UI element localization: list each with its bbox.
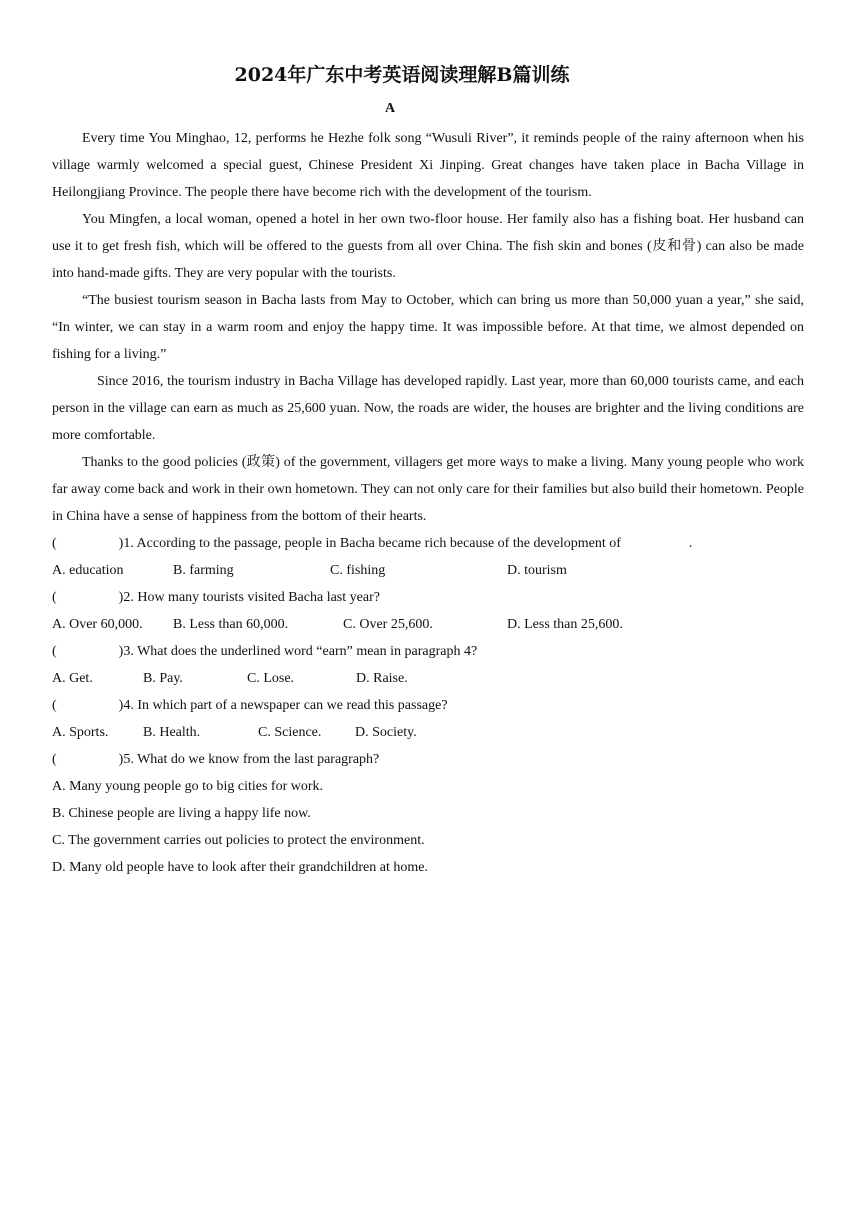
option[interactable]: B. Pay. xyxy=(143,671,183,686)
question-text: )2. How many tourists visited Bacha last year? xyxy=(118,590,380,605)
option[interactable]: A. Over 60,000. xyxy=(52,617,143,632)
option[interactable]: B. Less than 60,000. xyxy=(173,617,289,632)
option[interactable]: B. Health. xyxy=(143,725,201,740)
question: ( )2. How many tourists visited Bacha last year? xyxy=(52,590,380,605)
option[interactable]: B. farming xyxy=(173,563,234,578)
question-text: )4. In which part of a newspaper can we read this passage? xyxy=(118,698,448,713)
option[interactable]: D. Society. xyxy=(355,725,417,740)
option[interactable]: A. Get. xyxy=(52,671,93,686)
option[interactable]: D. tourism xyxy=(507,563,567,578)
option[interactable]: D. Many old people have to look after their grandchildren at home. xyxy=(52,860,428,875)
question-text: )1. According to the passage, people in Bacha became rich because of the development of xyxy=(118,536,621,551)
option[interactable]: C. Lose. xyxy=(247,671,295,686)
question: ( )5. What do we know from the last paragraph? xyxy=(52,752,380,767)
question: ( )1. According to the passage, people in Bacha became rich because of the development of . xyxy=(52,536,693,551)
question-text: )3. What does the underlined word “earn” mean in paragraph 4? xyxy=(118,644,478,659)
question-text: )5. What do we know from the last paragraph? xyxy=(118,752,380,767)
reading-passage xyxy=(52,125,804,530)
option[interactable]: A. Many young people go to big cities for work. xyxy=(52,779,324,794)
paragraph: Every time You Minghao, 12, performs he Hezhe folk song “Wusuli River”, it reminds people of the rainy afternoon when his village warmly welcomed a special guest, Chinese President Xi Jinping. Great changes have taken place in Bacha Village in Heilongjiang Province. The people there have become rich with the development of the tourism. xyxy=(52,131,804,200)
options-row xyxy=(52,665,804,692)
option[interactable]: A. education xyxy=(52,563,124,578)
paragraph: “The busiest tourism season in Bacha lasts from May to October, which can bring us more than 50,000 yuan a year,” she said, “In winter, we can stay in a warm room and enjoy the happy time. It was impossible before. At that time, we almost depended on fishing for a living.” xyxy=(52,293,804,362)
question-list xyxy=(52,530,804,881)
question: ( )4. In which part of a newspaper can we read this passage? xyxy=(52,698,448,713)
paragraph: You Mingfen, a local woman, opened a hotel in her own two-floor house. Her family also has a fishing boat. Her husband can use it to get fresh fish, which will be offered to the guests from all over China. The fish skin and bones (皮和骨) can also be made into hand-made gifts. They are very popular with the tourists. xyxy=(52,212,804,281)
option[interactable]: D. Less than 25,600. xyxy=(507,617,623,632)
options-row xyxy=(52,557,804,584)
options-row xyxy=(52,719,804,746)
option[interactable]: B. Chinese people are living a happy life now. xyxy=(52,806,311,821)
option[interactable]: C. Science. xyxy=(258,725,322,740)
page-title: 2024年广东中考英语阅读理解B篇训练 xyxy=(234,64,570,86)
paragraph: Since 2016, the tourism industry in Bacha Village has developed rapidly. Last year, more than 60,000 tourists came, and each person in the village can earn as much as 25,600 yuan. Now, the roads are wider, the houses are brighter and the living conditions are more comfortable. xyxy=(52,374,804,443)
option[interactable]: C. The government carries out policies to protect the environment. xyxy=(52,833,425,848)
option[interactable]: D. Raise. xyxy=(356,671,408,686)
option[interactable]: C. fishing xyxy=(330,563,386,578)
options-row xyxy=(52,611,804,638)
option[interactable]: C. Over 25,600. xyxy=(343,617,433,632)
question: ( )3. What does the underlined word “earn” mean in paragraph 4? xyxy=(52,644,478,659)
section-label: A xyxy=(384,101,396,116)
paragraph: Thanks to the good policies (政策) of the government, villagers get more ways to make a living. Many young people who work far away come back and work in their own hometown. They can not only care for their families but also build their hometown. People in China have a sense of happiness from the bottom of their hearts. xyxy=(52,455,804,524)
option[interactable]: A. Sports. xyxy=(52,725,109,740)
